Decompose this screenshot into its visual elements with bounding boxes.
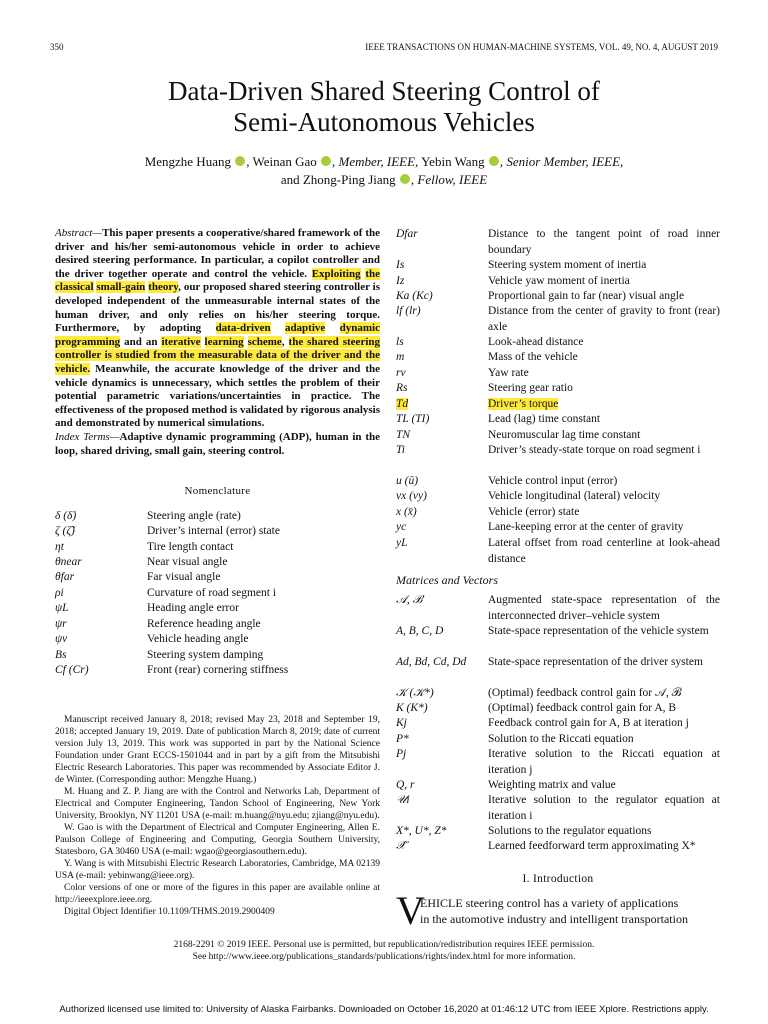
nomenclature-symbol: ψr: [55, 618, 67, 630]
nomenclature-description: (Optimal) feedback control gain for 𝒜, ℬ: [488, 687, 682, 699]
matrix-entry: [396, 716, 720, 732]
nomenclature-symbol: yL: [396, 537, 408, 549]
nomenclature-description: Lateral offset from road centerline at look-ahead distance: [488, 537, 720, 565]
nomenclature-description: Distance to the tangent point of road inner boundary: [488, 228, 720, 256]
abstract-text: and an: [120, 335, 162, 348]
index-terms-label: Index Terms—: [55, 431, 120, 443]
matrix-entry: [396, 593, 720, 624]
nomenclature-symbol: ls: [396, 336, 404, 348]
highlight: scheme: [247, 335, 282, 348]
paper-title: [50, 76, 718, 138]
matrix-entry: [396, 747, 720, 778]
nomenclature-description: Curvature of road segment i: [147, 587, 277, 599]
nomenclature-symbol: Cf (Cr): [55, 664, 89, 676]
copyright-notice: [50, 939, 718, 963]
nomenclature-description: Steering angle (rate): [147, 510, 241, 522]
author-line-2: and Zhong-Ping Jiang , Fellow, IEEE: [280, 172, 488, 187]
highlight: theory: [148, 281, 179, 294]
matrix-entry: [396, 793, 720, 824]
nomenclature-entry: [396, 258, 720, 274]
matrices-heading: Matrices and Vectors: [396, 573, 498, 587]
abstract-text: Meanwhile, the accurate knowledge of the driver and the vehicle dynamics is unnecessary, which settles the problem of their potential parametric variations/uncertainties in practice. The effectiveness of the proposed method is validated by rigorous analysis and demonstrated by numerical simulations.: [55, 362, 381, 430]
nomenclature-description: (Optimal) feedback control gain for A, B: [488, 702, 677, 714]
matrix-entry: [396, 624, 720, 640]
nomenclature-symbol: rv: [396, 367, 406, 379]
author-list: [50, 153, 718, 189]
nomenclature-symbol: ηt: [55, 541, 64, 553]
nomenclature-symbol: X*, U*, Z*: [396, 825, 447, 837]
nomenclature-symbol: Ti: [396, 444, 405, 456]
nomenclature-description: Far visual angle: [147, 571, 221, 583]
nomenclature-description: [488, 397, 720, 413]
license-footer: Authorized licensed use limited to: University of Alaska Fairbanks. Downloaded on October 16,2020 at 01:46:12 UTC from IEEE Xplore. Restrictions apply.: [59, 1004, 709, 1015]
nomenclature-description: Vehicle yaw moment of inertia: [488, 275, 630, 287]
nomenclature-description: Driver’s steady-state torque on road segment i: [488, 444, 701, 456]
nomenclature-description: Lead (lag) time constant: [488, 413, 601, 425]
matrix-entry: [396, 778, 720, 794]
nomenclature-entry: [396, 274, 720, 290]
highlight: the: [365, 267, 380, 280]
nomenclature-entry: [396, 366, 720, 382]
nomenclature-entry: [396, 335, 720, 351]
nomenclature-description: Iterative solution to the regulator equation at iteration i: [488, 794, 720, 822]
nomenclature-symbol: vx (vy): [396, 490, 427, 502]
nomenclature-entry: [396, 428, 720, 444]
title-line-2: Semi-Autonomous Vehicles: [233, 107, 535, 137]
nomenclature-symbol: K (K*): [396, 702, 428, 714]
nomenclature-symbol: TL (TI): [396, 413, 430, 425]
copyright-line: See http://www.ieee.org/publications_standards/publications/rights/index.html for more information.: [192, 952, 576, 962]
nomenclature-description: Lane-keeping error at the center of gravity: [488, 521, 684, 533]
section-heading: I. Introduction: [522, 873, 594, 885]
nomenclature-entry: [396, 350, 720, 366]
nomenclature-symbol: 𝒳̂: [396, 840, 406, 852]
matrix-entry: [396, 839, 720, 855]
nomenclature-heading: Nomenclature: [184, 485, 251, 497]
nomenclature-description: Heading angle error: [147, 602, 239, 614]
nomenclature-symbol: Pj: [396, 748, 407, 760]
nomenclature-symbol: ψv: [55, 633, 68, 645]
author-3-role: Senior Member, IEEE,: [506, 154, 624, 169]
nomenclature-description: Reference heading angle: [147, 618, 261, 630]
nomenclature-symbol: Kj: [396, 717, 407, 729]
nomenclature-symbol: ψL: [55, 602, 69, 614]
nomenclature-entry: [55, 617, 380, 633]
highlight: iterative: [161, 335, 201, 348]
journal-header: IEEE TRANSACTIONS ON HUMAN-MACHINE SYSTEMS, VOL. 49, NO. 4, AUGUST 2019: [365, 42, 718, 52]
nomenclature-entry: [55, 570, 380, 586]
orcid-icon[interactable]: [400, 174, 410, 184]
footnote-color: Color versions of one or more of the figures in this paper are available online at http://ieeexplore.ieee.org.: [55, 883, 380, 905]
footnotes: [55, 714, 380, 918]
matrix-entry: [396, 701, 720, 717]
intro-text: in the automotive industry and intelligent transportation: [420, 912, 688, 926]
nomenclature-symbol: Rs: [396, 382, 408, 394]
nomenclature-entry: [396, 505, 720, 521]
nomenclature-symbol: ζ (ζ̃): [55, 525, 75, 537]
nomenclature-entry: [396, 489, 720, 505]
nomenclature-symbol: Ka (Kc): [396, 290, 433, 302]
orcid-icon[interactable]: [489, 156, 499, 166]
nomenclature-description: Neuromuscular lag time constant: [488, 429, 641, 441]
nomenclature-symbol: x (x̄): [396, 506, 417, 518]
nomenclature-description: Solution to the Riccati equation: [488, 733, 634, 745]
author-1: Mengzhe Huang: [144, 154, 231, 169]
nomenclature-entry: [55, 632, 380, 648]
footnote-doi: Digital Object Identifier 10.1109/THMS.2019.2900409: [64, 907, 275, 917]
nomenclature-symbol: Is: [396, 259, 405, 271]
nomenclature-symbol: A, B, C, D: [396, 625, 444, 637]
nomenclature-symbol: Ad, Bd, Cd, Dd: [396, 656, 467, 668]
nomenclature-description: State-space representation of the vehicle system: [488, 625, 709, 637]
nomenclature-symbol: u (ū): [396, 475, 419, 487]
nomenclature-symbol: Q, r: [396, 779, 415, 791]
index-terms-text: Adaptive dynamic programming (ADP), human in the loop, shared driving, small gain, steering control.: [55, 431, 380, 457]
highlight: the shared steering controller is studied from the measurable data of the driver and the vehicle.: [55, 335, 380, 375]
author-2: Weinan Gao: [252, 154, 317, 169]
footnote-affiliation: Y. Wang is with Mitsubishi Electric Research Laboratories, Cambridge, MA 02139 USA (e-mail: yebinwang@ieee.org).: [55, 859, 380, 881]
nomenclature-entry: [396, 520, 720, 536]
nomenclature-entry: [55, 540, 380, 556]
footnote-affiliation: W. Gao is with the Department of Electrical and Computer Engineering, Allen E. Paulson College of Engineering and Computing, Georgia Southern University, Statesboro, GA 30460 USA (e-mail: wgao@georgiasouthern.edu).: [55, 823, 380, 857]
nomenclature-entry: [396, 397, 720, 413]
highlight: Driver’s torque: [488, 398, 559, 410]
nomenclature-description: Solutions to the regulator equations: [488, 825, 652, 837]
matrix-entry: [396, 732, 720, 748]
nomenclature-symbol: yc: [396, 521, 407, 533]
nomenclature-description: Yaw rate: [488, 367, 529, 379]
nomenclature-description: Tire length contact: [147, 541, 234, 553]
highlight: dynamic programming: [55, 322, 380, 348]
nomenclature-symbol: δ (δ̇): [55, 510, 77, 522]
nomenclature-entry: [55, 555, 380, 571]
highlight: classical: [55, 281, 94, 294]
nomenclature-entry: [396, 536, 720, 567]
copyright-line: 2168-2291 © 2019 IEEE. Personal use is permitted, but republication/redistribution requires IEEE permission.: [173, 940, 595, 950]
nomenclature-symbol: Dfar: [396, 228, 418, 240]
nomenclature-entry: [396, 443, 720, 459]
nomenclature-symbol: θnear: [55, 556, 82, 568]
nomenclature-description: Vehicle longitudinal (lateral) velocity: [488, 490, 661, 502]
nomenclature-entry: [55, 601, 380, 617]
nomenclature-description: Steering system damping: [147, 649, 264, 661]
nomenclature-entry: [396, 474, 720, 490]
nomenclature-description: Near visual angle: [147, 556, 228, 568]
orcid-icon[interactable]: [321, 156, 331, 166]
nomenclature-symbol: 𝒜, ℬ: [396, 594, 423, 606]
nomenclature-description: Feedback control gain for A, B at iteration j: [488, 717, 689, 729]
matrix-entry: [396, 824, 720, 840]
nomenclature-description: Distance from the center of gravity to front (rear) axle: [488, 305, 720, 333]
highlight: data-driven: [215, 322, 271, 335]
author-line-1: Mengzhe Huang , Weinan Gao , Member, IEEE, Yebin Wang , Senior Member, IEEE,: [144, 154, 624, 169]
nomenclature-entry: [396, 304, 720, 335]
nomenclature-description: Front (rear) cornering stiffness: [147, 664, 289, 676]
highlight: small-gain: [96, 281, 146, 294]
nomenclature-entry: [396, 412, 720, 428]
nomenclature-entry: [396, 289, 720, 305]
index-terms: [55, 431, 380, 458]
orcid-icon[interactable]: [235, 156, 245, 166]
nomenclature-description: Mass of the vehicle: [488, 351, 578, 363]
nomenclature-description: Iterative solution to the Riccati equation at iteration j: [488, 748, 720, 776]
nomenclature-description: Weighting matrix and value: [488, 779, 616, 791]
nomenclature-symbol: TN: [396, 429, 411, 441]
nomenclature-symbol: Iz: [396, 275, 405, 287]
page-number: 350: [50, 42, 64, 52]
nomenclature-description: Augmented state-space representation of the interconnected driver–vehicle system: [488, 594, 720, 622]
nomenclature-symbol: P*: [396, 733, 409, 745]
nomenclature-description: Vehicle heading angle: [147, 633, 249, 645]
nomenclature-entry: [55, 586, 380, 602]
highlight: Exploiting: [311, 267, 361, 280]
matrix-entry: [396, 655, 720, 671]
nomenclature-description: Driver’s internal (error) state: [147, 525, 280, 537]
nomenclature-description: Vehicle (error) state: [488, 506, 580, 518]
matrix-entry: [396, 686, 720, 702]
nomenclature-description: State-space representation of the driver system: [488, 656, 703, 668]
intro-text: EHICLE steering control has a variety of applications: [420, 896, 679, 910]
nomenclature-entry: [55, 663, 380, 679]
nomenclature-description: Learned feedforward term approximating X*: [488, 840, 696, 852]
drop-cap: V: [396, 888, 425, 933]
nomenclature-symbol: 𝒰i: [396, 794, 410, 806]
footnote-affiliation: M. Huang and Z. P. Jiang are with the Control and Networks Lab, Department of Electrical and Computer Engineering, Tandon School of Engineering, New York University, Brooklyn, NY 11201 USA (e-mail: m.huang@nyu.edu; zjiang@nyu.edu).: [55, 787, 380, 821]
abstract-label: Abstract—: [55, 227, 103, 239]
nomenclature-description: Look-ahead distance: [488, 336, 584, 348]
nomenclature-entry: [55, 648, 380, 664]
nomenclature-description: Steering system moment of inertia: [488, 259, 647, 271]
nomenclature-symbol: Bs: [55, 649, 67, 661]
highlight: adaptive: [284, 322, 326, 335]
nomenclature-symbol: lf (lr): [396, 305, 421, 317]
nomenclature-description: Proportional gain to far (near) visual angle: [488, 290, 685, 302]
nomenclature-description: Steering gear ratio: [488, 382, 573, 394]
nomenclature-symbol: 𝒦 (𝒦*): [396, 687, 434, 699]
nomenclature-symbol: m: [396, 351, 405, 363]
nomenclature-symbol: [396, 397, 488, 413]
author-3: Yebin Wang: [421, 154, 485, 169]
footnote-received: Manuscript received January 8, 2018; revised May 23, 2018 and September 19, 2018; accepted January 19, 2019. Date of publication March 8, 2019; date of current version July 13, 2019. This work was supported in part by the National Science Foundation under Grant ECCS-1501044 and in part by a gift from the Mitsubishi Electric Research Laboratories. This paper was recommended by Associate Editor J. de Winter. (Corresponding author: Mengzhe Huang.): [55, 715, 380, 785]
abstract-text: ,: [281, 335, 289, 348]
abstract-text: This paper presents a cooperative/shared framework of the driver and his/her semi-autonomous vehicle in order to achieve desired steering performance. In particular, a copilot controller and the driver together operate and control the vehicle.: [55, 227, 380, 280]
highlight: learning: [204, 335, 244, 348]
nomenclature-entry: [55, 524, 380, 540]
author-2-role: Member, IEEE,: [338, 154, 419, 169]
nomenclature-entry: [396, 227, 720, 258]
nomenclature-entry: [396, 381, 720, 397]
author-4-role: Fellow, IEEE: [417, 172, 488, 187]
abstract: [55, 227, 380, 431]
nomenclature-symbol: θfar: [55, 571, 75, 583]
title-line-1: Data-Driven Shared Steering Control of: [168, 76, 600, 106]
abstract-text: , our proposed shared steering controller is developed independent of the unmeasurable internal states of the human driver, and only relies on his/her steering torque. Furthermore, by adopting: [55, 281, 381, 335]
nomenclature-description: Vehicle control input (error): [488, 475, 618, 487]
nomenclature-symbol: ρi: [55, 587, 64, 599]
highlight: Td: [396, 398, 409, 410]
author-4: and Zhong-Ping Jiang: [280, 172, 396, 187]
nomenclature-entry: [55, 509, 380, 525]
